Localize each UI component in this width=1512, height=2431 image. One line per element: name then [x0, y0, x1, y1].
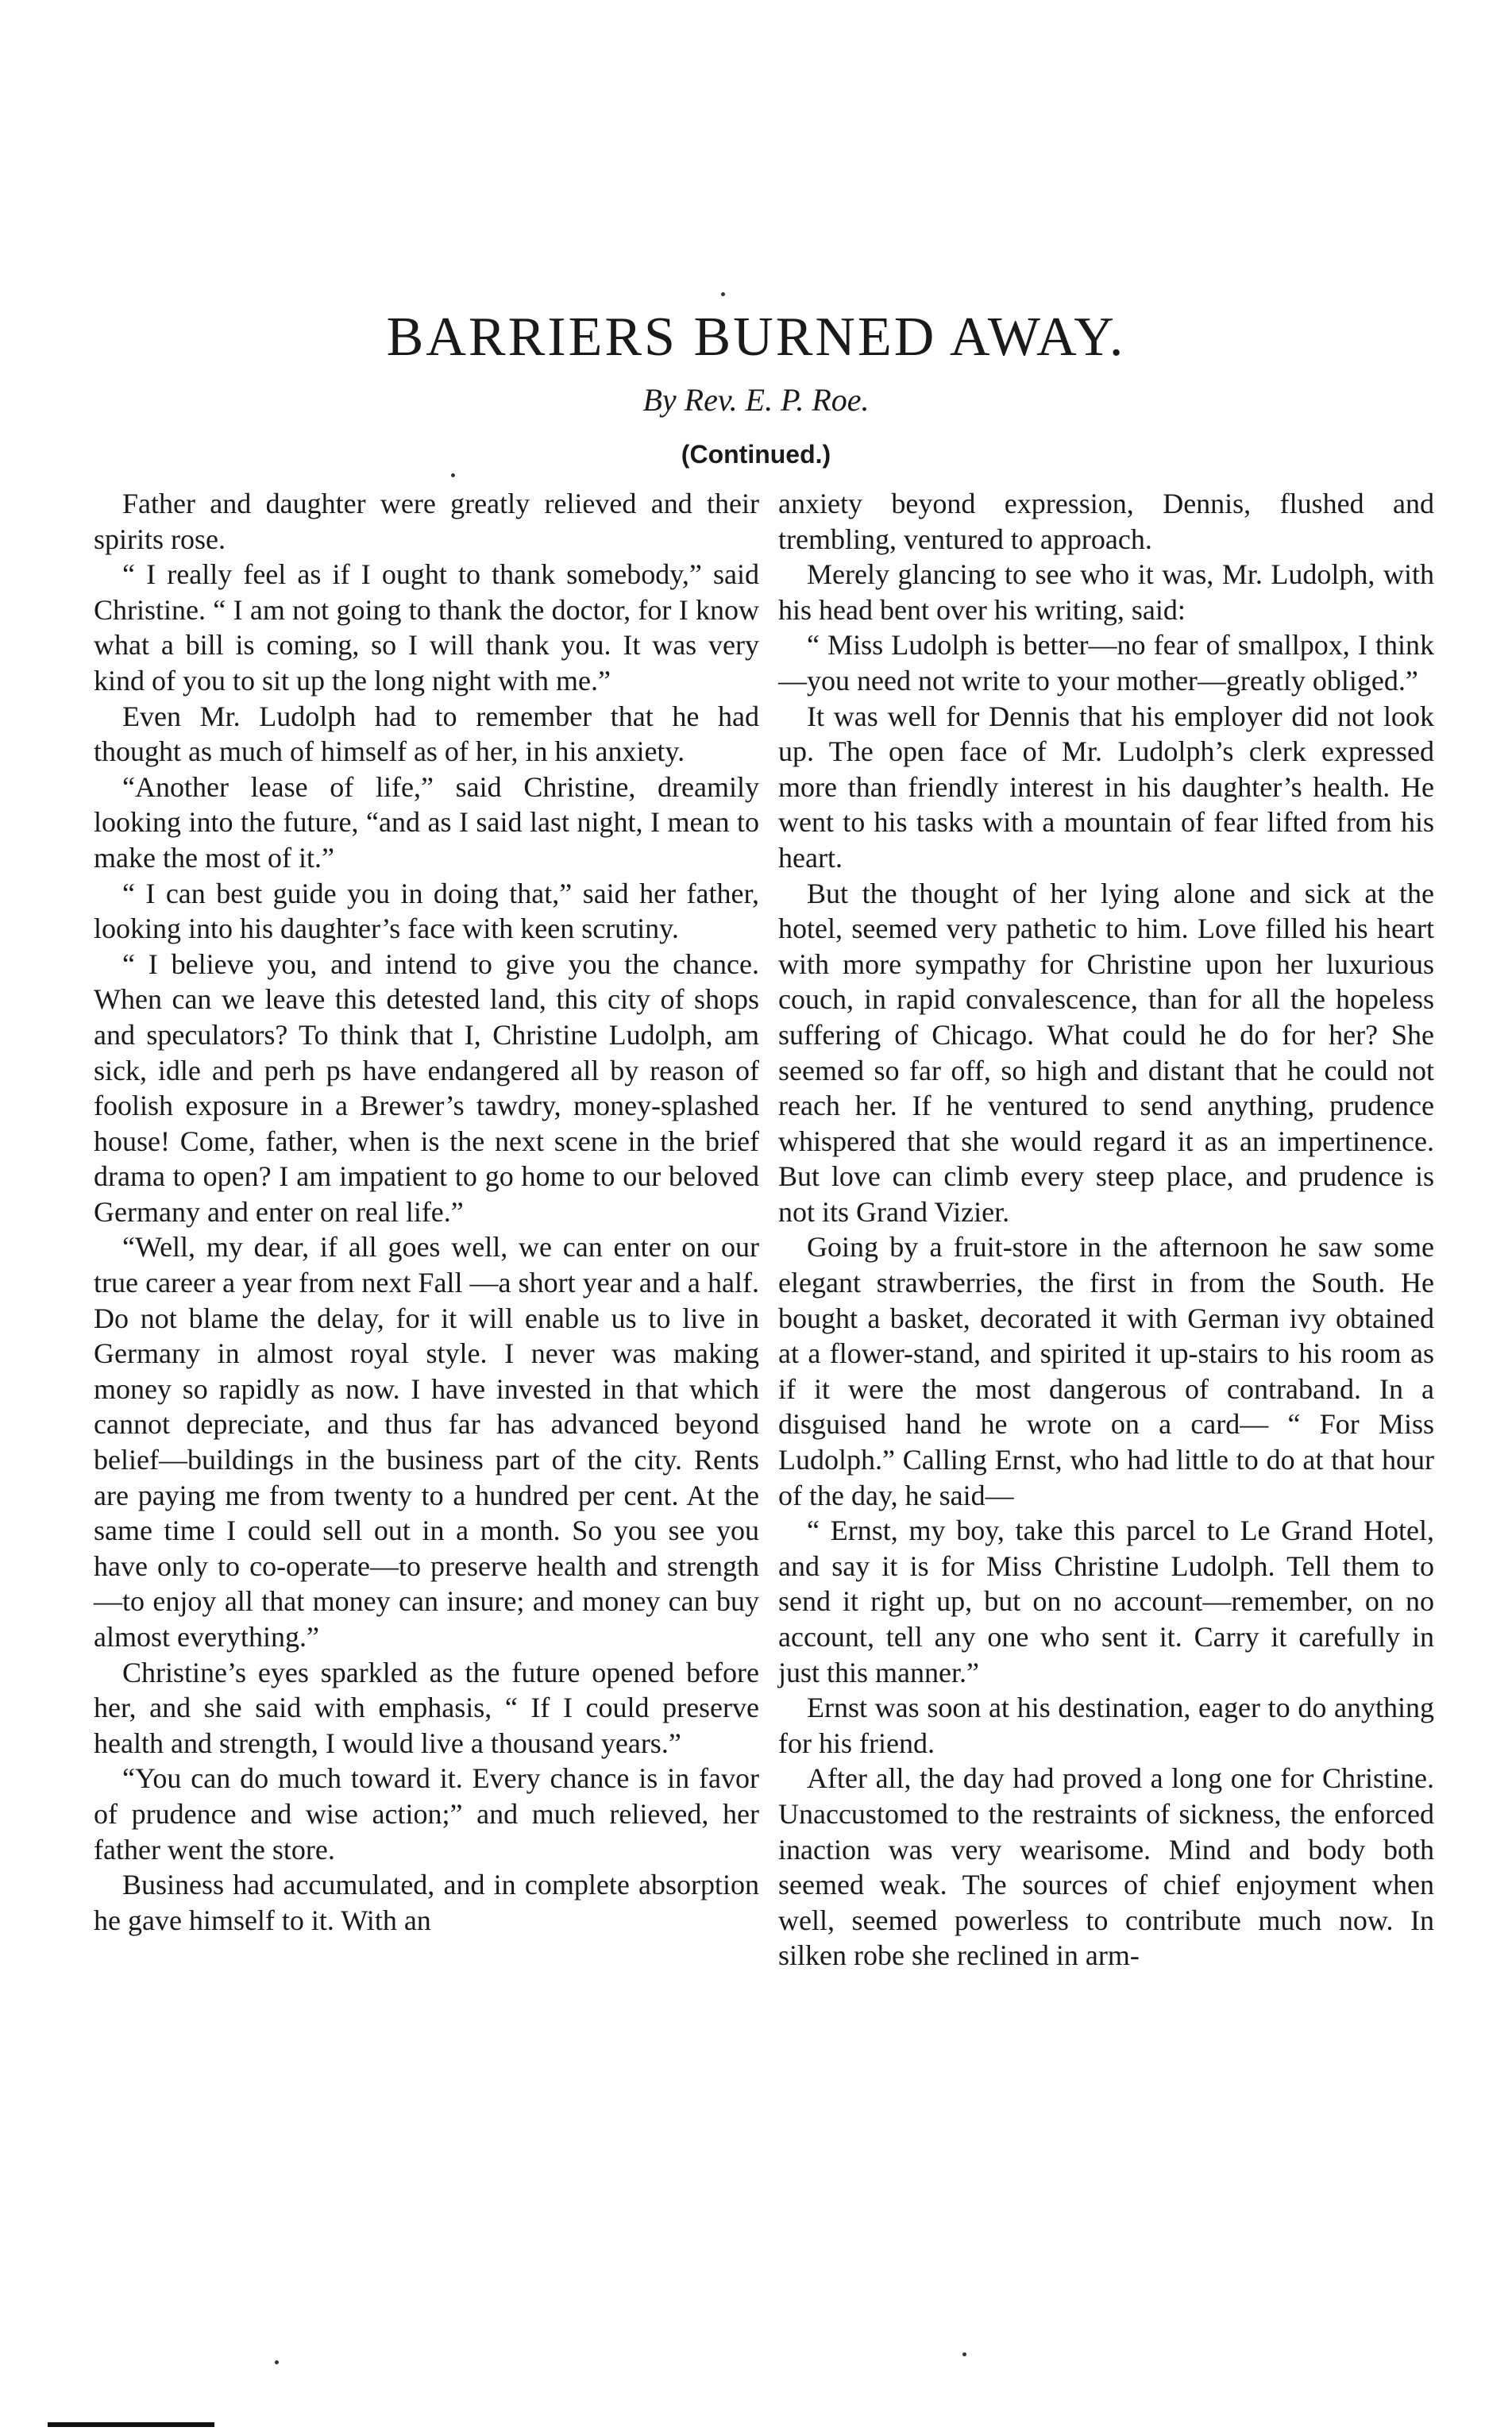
- left-text-column: [94, 486, 759, 1938]
- right-text-column: [778, 486, 1434, 1974]
- bottom-rule: [48, 2422, 214, 2427]
- paragraph: anxiety beyond expression, Dennis, flushed and trembling, ventured to approach.: [778, 488, 1434, 555]
- paragraph: “ Ernst, my boy, take this parcel to Le Grand Hotel, and say it is for Miss Christine Ludolph. Tell them to send it right up, but on no account—remember, on no account, tell any one who sent it. Carry it carefully in just this manner.”: [778, 1515, 1434, 1688]
- print-speck: [451, 473, 455, 477]
- paragraph: “ I can best guide you in doing that,” said her father, looking into his daughter’s face with keen scrutiny.: [94, 877, 759, 945]
- paragraph: “Well, my dear, if all goes well, we can enter on our true career a year from next Fall —a short year and a half. Do not blame the delay, for it will enable us to live in Germany in almost royal style. I never was making money so rapidly as now. I have invested in that which cannot depreciate, and thus far has advanced beyond belief—buildings in the business part of the city. Rents are paying me from twenty to a hundred per cent. At the same time I could sell out in a month. So you see you have only to co-operate—to preserve health and strength—to enjoy all that money can insure; and money can buy almost everything.”: [94, 1231, 759, 1653]
- paragraph: “You can do much toward it. Every chance is in favor of prudence and wise action;” and much relieved, her father went the store.: [94, 1762, 759, 1866]
- paragraph: “ I believe you, and intend to give you the chance. When can we leave this detested land, this city of shops and speculators? To think that I, Christine Ludolph, am sick, idle and perh ps have endangered all by reason of foolish exposure in a Brewer’s tawdry, money-splashed house! Come, father, when is the next scene in the brief drama to open? I am impatient to go home to our beloved Germany and enter on real life.”: [94, 947, 759, 1228]
- paragraph: “Another lease of life,” said Christine, dreamily looking into the future, “and as I said last night, I mean to make the most of it.”: [94, 770, 759, 874]
- paragraph: Christine’s eyes sparkled as the future opened before her, and she said with emphasis, “ If I could preserve health and strength, I would live a thousand years.”: [94, 1656, 759, 1759]
- print-speck: [962, 2352, 966, 2356]
- paragraph: Business had accumulated, and in complete absorption he gave himself to it. With an: [94, 1869, 759, 1936]
- paragraph: After all, the day had proved a long one for Christine. Unaccustomed to the restraints of sickness, the enforced inaction was very wearisome. Mind and body both seemed weak. The sources of chief enjoyment when well, seemed powerless to contribute much now. In silken robe she reclined in arm-: [778, 1762, 1434, 1972]
- print-speck: [721, 292, 725, 296]
- print-speck: [275, 2360, 279, 2364]
- paragraph: Ernst was soon at his destination, eager to do anything for his friend.: [778, 1692, 1434, 1759]
- paragraph: But the thought of her lying alone and sick at the hotel, seemed very pathetic to him. Love filled his heart with more sympathy for Christine upon her luxurious couch, in rapid convalescence, than for all the hopeless suffering of Chicago. What could he do for her? She seemed so far off, so high and distant that he could not reach her. If he ventured to send anything, prudence whispered that she would regard it as an impertinence. But love can climb every steep place, and prudence is not its Grand Vizier.: [778, 877, 1434, 1228]
- continued-note: (Continued.): [681, 440, 831, 469]
- paragraph: Even Mr. Ludolph had to remember that he had thought as much of himself as of her, in his anxiety.: [94, 700, 759, 768]
- paragraph: Merely glancing to see who it was, Mr. Ludolph, with his head bent over his writing, said:: [778, 558, 1434, 626]
- paragraph: Father and daughter were greatly relieved and their spirits rose.: [94, 488, 759, 555]
- paragraph: “ Miss Ludolph is better—no fear of smallpox, I think—you need not write to your mother—greatly obliged.”: [778, 629, 1434, 697]
- article-byline: By Rev. E. P. Roe.: [642, 382, 870, 418]
- paragraph: It was well for Dennis that his employer did not look up. The open face of Mr. Ludolph’s clerk expressed more than friendly interest in his daughter’s health. He went to his tasks with a mountain of fear lifted from his heart.: [778, 700, 1434, 874]
- article-title: BARRIERS BURNED AWAY.: [386, 307, 1126, 368]
- paragraph: “ I really feel as if I ought to thank somebody,” said Christine. “ I am not going to thank the doctor, for I know what a bill is coming, so I will thank you. It was very kind of you to sit up the long night with me.”: [94, 558, 759, 697]
- paragraph: Going by a fruit-store in the afternoon he saw some elegant strawberries, the first in from the South. He bought a basket, decorated it with German ivy obtained at a flower-stand, and spirited it up-stairs to his room as if it were the most dangerous of contraband. In a disguised hand he wrote on a card— “ For Miss Ludolph.” Calling Ernst, who had little to do at that hour of the day, he said—: [778, 1231, 1434, 1511]
